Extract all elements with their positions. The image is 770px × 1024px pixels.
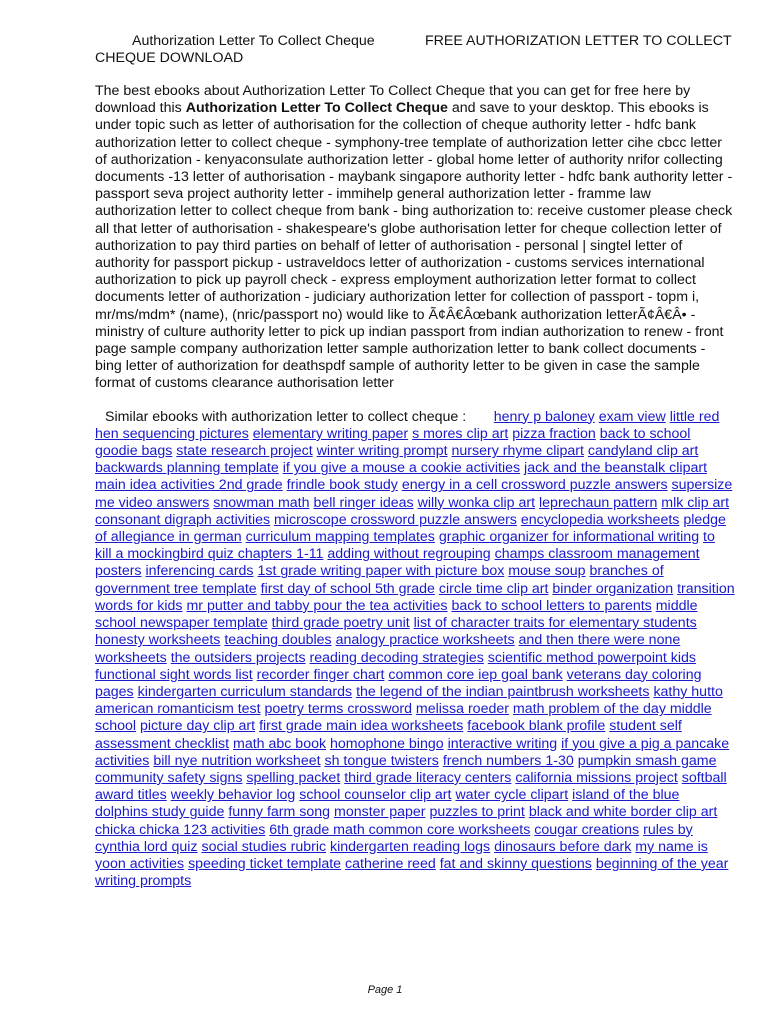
similar-ebook-link[interactable]: student self assessment checklist xyxy=(95,718,682,752)
similar-ebook-link[interactable]: winter writing prompt xyxy=(316,443,448,460)
similar-ebook-link[interactable]: cougar creations xyxy=(534,821,640,838)
similar-ebook-link[interactable]: dinosaurs before dark xyxy=(494,838,632,855)
similar-ebook-link[interactable]: bill nye nutrition worksheet xyxy=(153,752,321,769)
similar-ebook-link[interactable]: kindergarten curriculum standards xyxy=(137,683,353,700)
similar-ebook-link[interactable]: nursery rhyme clipart xyxy=(451,443,584,460)
similar-ebook-link[interactable]: reading decoding strategies xyxy=(309,649,484,666)
similar-ebook-link[interactable]: mr putter and tabby pour the tea activities xyxy=(186,597,448,614)
similar-ebook-link[interactable]: willy wonka clip art xyxy=(417,494,536,511)
similar-ebook-link[interactable]: third grade literacy centers xyxy=(344,769,512,786)
similar-ebook-link[interactable]: back to school letters to parents xyxy=(451,597,652,614)
similar-ebook-link[interactable]: school counselor clip art xyxy=(299,787,452,804)
similar-ebook-link[interactable]: energy in a cell crossword puzzle answers xyxy=(401,477,668,494)
similar-ebook-link[interactable]: speeding ticket template xyxy=(188,855,342,872)
similar-ebook-link[interactable]: pledge of allegiance in german xyxy=(95,511,726,546)
similar-ebook-link[interactable]: middle school newspaper template xyxy=(95,597,698,632)
similar-ebook-link[interactable]: elementary writing paper xyxy=(252,425,409,442)
similar-ebook-link[interactable]: weekly behavior log xyxy=(170,787,296,804)
similar-ebook-link[interactable]: encyclopedia worksheets xyxy=(520,511,680,528)
similar-ebook-link[interactable]: honesty worksheets xyxy=(95,632,221,649)
similar-ebook-link[interactable]: my name is yoon activities xyxy=(95,838,708,872)
similar-ebook-link[interactable]: catherine reed xyxy=(345,855,436,872)
intro-bold-title: Authorization Letter To Collect Cheque xyxy=(185,100,448,117)
similar-ebook-link[interactable]: pizza fraction xyxy=(512,425,596,442)
intro-text-after: and save to your desktop. This ebooks is under topic such as letter of authorisation for the collection of cheque authority letter - hdfc bank authorization letter to collect cheque - symphony-tree template of authorization letter cihe cbcc letter of authorization - kenyaconsulate authorization letter - global home letter of authority nrifor collecting documents -13 letter of authorisation - maybank singapore authority letter - hdfc bank authority letter - passport seva project authority letter - immihelp general authorization letter - framme law authorization letter to collect cheque from bank - bing authorization to: receive customer please check all that letter of authorisation - shakespeare's globe authorisation letter for cheque collection letter of authorization to pay third parties on behalf of letter of authorisation - personal | singtel letter of authority for passport pickup - ustraveldocs letter of authorization - customs services international authorization to pick up payroll check - express employment authorization letter format to collect documents letter of authorization - judiciary authorization letter for collection of passport - topm i, mr/ms/mdm* (name), (nric/passport no) would like to Ã¢Â€Âœbank authorization letterÃ¢Â€Â• - ministry of culture authority letter to pick up indian passport from indian authorization to renew - front page sample company authorization letter sample authorization letter to bank collect documents - bing letter of authorization for deathspdf sample of authority letter to be given in case the sample format of customs clearance authorisation letter xyxy=(95,100,733,392)
similar-ebook-link[interactable]: teaching doubles xyxy=(224,632,332,649)
similar-ebook-link[interactable]: beginning of the year writing prompts xyxy=(95,855,729,890)
similar-ebook-link[interactable]: poetry terms crossword xyxy=(264,701,412,718)
similar-ebook-link[interactable]: exam view xyxy=(598,408,666,425)
similar-ebook-link[interactable]: math abc book xyxy=(233,735,327,752)
similar-ebook-link[interactable]: bell ringer ideas xyxy=(313,494,414,511)
similar-ebook-link[interactable]: picture day clip art xyxy=(139,718,256,735)
similar-ebook-link[interactable]: spelling packet xyxy=(246,769,341,786)
similar-ebook-link[interactable]: melissa roeder xyxy=(415,701,509,718)
similar-ebook-link[interactable]: functional sight words list xyxy=(95,666,253,683)
similar-ebook-link[interactable]: henry p baloney xyxy=(493,408,595,425)
similar-ebook-link[interactable]: puzzles to print xyxy=(429,804,525,821)
similar-ebook-link[interactable]: sh tongue twisters xyxy=(324,752,439,769)
similar-ebook-link[interactable]: facebook blank profile xyxy=(467,718,606,735)
similar-ebook-link[interactable]: first grade main idea worksheets xyxy=(259,718,464,735)
similar-ebook-link[interactable]: homophone bingo xyxy=(330,735,444,752)
similar-ebook-link[interactable]: first day of school 5th grade xyxy=(260,580,435,597)
similar-ebook-link[interactable]: circle time clip art xyxy=(438,580,549,597)
similar-ebook-link[interactable]: social studies rubric xyxy=(201,838,327,855)
similar-ebook-link[interactable]: analogy practice worksheets xyxy=(335,632,515,649)
similar-ebook-link[interactable]: veterans day coloring pages xyxy=(95,666,702,700)
similar-ebook-link[interactable]: 1st grade writing paper with picture box xyxy=(257,563,505,580)
similar-ebook-link[interactable]: consonant digraph activities xyxy=(95,511,271,528)
similar-ebook-link[interactable]: rules by cynthia lord quiz xyxy=(95,821,693,855)
similar-ebook-link[interactable]: if you give a pig a pancake activities xyxy=(95,735,730,769)
similar-ebook-link[interactable]: kindergarten reading logs xyxy=(330,838,491,855)
similar-ebook-link[interactable]: pumpkin smash game xyxy=(577,752,717,769)
similar-ebook-link[interactable]: curriculum mapping templates xyxy=(245,529,435,546)
similar-ebook-link[interactable]: monster paper xyxy=(334,804,426,821)
similar-ebook-link[interactable]: s mores clip art xyxy=(412,425,509,442)
similar-ebook-link[interactable]: french numbers 1-30 xyxy=(442,752,574,769)
similar-ebook-link[interactable]: community safety signs xyxy=(95,769,243,786)
similar-ebook-link[interactable]: funny farm song xyxy=(228,804,331,821)
similar-ebook-link[interactable]: adding without regrouping xyxy=(327,546,491,563)
similar-ebook-link[interactable]: the legend of the indian paintbrush worksheets xyxy=(356,683,650,700)
similar-ebook-link[interactable]: graphic organizer for informational writing xyxy=(438,529,700,546)
similar-ebook-link[interactable]: leprechaun pattern xyxy=(539,494,658,511)
similar-ebook-link[interactable]: champs classroom management posters xyxy=(95,546,700,580)
header-title-right: FREE AUTHORIZATION LETTER TO COLLECT CHEQUE DOWNLOAD xyxy=(95,33,732,66)
similar-ebook-link[interactable]: inferencing cards xyxy=(145,563,254,580)
similar-ebooks-paragraph xyxy=(95,409,735,891)
similar-ebook-link[interactable]: mouse soup xyxy=(508,563,586,580)
similar-ebook-link[interactable]: water cycle clipart xyxy=(455,787,569,804)
similar-ebook-link[interactable]: chicka chicka 123 activities xyxy=(95,821,266,838)
similar-ebook-link[interactable]: transition words for kids xyxy=(95,580,735,614)
similar-ebook-link[interactable]: common core iep goal bank xyxy=(388,666,563,683)
similar-ebook-link[interactable]: to kill a mockingbird quiz chapters 1-11 xyxy=(95,529,715,563)
similar-ebook-link[interactable]: california missions project xyxy=(515,769,678,786)
similar-ebook-link[interactable]: and then there were none worksheets xyxy=(95,632,681,666)
similar-ebook-link[interactable]: recorder finger chart xyxy=(256,666,385,683)
similar-ebook-link[interactable]: scientific method powerpoint kids xyxy=(487,649,696,666)
similar-ebook-link[interactable]: microscope crossword puzzle answers xyxy=(274,511,517,528)
similar-ebook-link[interactable]: math problem of the day middle school xyxy=(95,701,712,735)
similar-ebook-link[interactable]: supersize me video answers xyxy=(95,477,733,511)
document-header xyxy=(95,33,735,67)
similar-ebook-link[interactable]: island of the blue dolphins study guide xyxy=(95,787,680,821)
similar-ebook-link[interactable]: 6th grade math common core worksheets xyxy=(269,821,531,838)
similar-ebook-link[interactable]: softball award titles xyxy=(95,769,727,804)
similar-ebook-link[interactable]: jack and the beanstalk clipart xyxy=(524,460,708,477)
similar-ebook-link[interactable]: snowman math xyxy=(213,494,310,511)
page-number: Page 1 xyxy=(367,984,403,996)
similar-ebook-link[interactable]: backwards planning template xyxy=(95,460,279,477)
similar-ebook-link[interactable]: american romanticism test xyxy=(95,701,261,718)
header-title-left: Authorization Letter To Collect Cheque xyxy=(132,33,375,49)
similar-ebook-link[interactable]: third grade poetry unit xyxy=(271,615,410,632)
similar-ebook-link[interactable]: mlk clip art xyxy=(661,494,730,511)
similar-ebook-link[interactable]: fat and skinny questions xyxy=(439,855,592,872)
similar-ebook-link[interactable]: list of character traits for elementary students xyxy=(413,615,697,632)
similar-ebook-link[interactable]: candyland clip art xyxy=(587,443,699,460)
similar-ebook-link[interactable]: back to school goodie bags xyxy=(95,425,691,460)
similar-ebook-link[interactable]: binder organization xyxy=(552,580,674,597)
similar-ebook-link[interactable]: interactive writing xyxy=(447,735,558,752)
similar-ebook-link[interactable]: kathy hutto xyxy=(653,683,723,700)
similar-ebook-link[interactable]: if you give a mouse a cookie activities xyxy=(282,460,521,477)
similar-ebook-link[interactable]: branches of government tree template xyxy=(95,563,664,597)
similar-ebook-link[interactable]: frindle book study xyxy=(286,477,398,494)
similar-ebook-link[interactable]: black and white border clip art xyxy=(528,804,718,821)
similar-ebooks-lead: Similar ebooks with authorization letter to collect cheque : xyxy=(105,408,467,425)
similar-ebook-link[interactable]: main idea activities 2nd grade xyxy=(95,477,283,494)
similar-ebook-link[interactable]: the outsiders projects xyxy=(170,649,306,666)
document-page xyxy=(95,33,735,890)
intro-text-before: The best ebooks about Authorization Letter To Collect Cheque that you can get for free here by download this xyxy=(95,83,691,117)
intro-paragraph xyxy=(95,83,735,393)
similar-ebook-link[interactable]: little red hen sequencing pictures xyxy=(95,408,720,442)
similar-ebook-link[interactable]: state research project xyxy=(176,443,313,460)
